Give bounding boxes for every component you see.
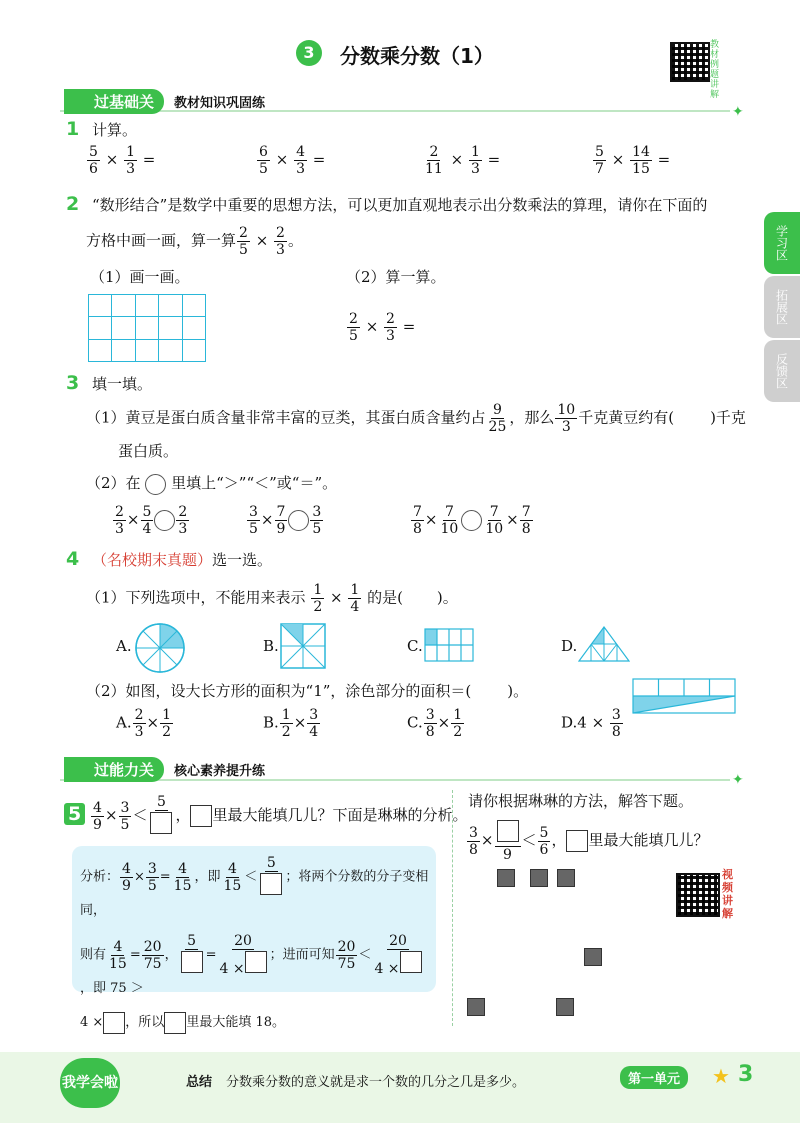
grid-cell[interactable] <box>88 339 112 362</box>
section-subtitle: 教材知识巩固练 <box>174 95 266 111</box>
fraction: $\frac{2}{5}$ <box>239 225 248 258</box>
q4-option-2c[interactable]: C. $\frac{3}{8}$ × $\frac{1}{2}$ <box>407 707 463 740</box>
star-icon: ✦ <box>732 104 744 120</box>
compare-circle[interactable] <box>154 510 175 531</box>
grid-cell[interactable] <box>88 316 112 339</box>
grid-cell[interactable] <box>111 294 135 317</box>
q1-prompt: 计算。 <box>92 121 138 139</box>
q1-calculations <box>86 145 726 185</box>
compare-circle[interactable] <box>288 510 309 531</box>
q2-line2: 方格中画一画，算一算 $\frac{2}{5}$ × $\frac{2}{3}$ 。 <box>86 225 303 258</box>
grid-cell[interactable] <box>158 316 182 339</box>
q4-prompt: 选一选。 <box>212 551 273 569</box>
star-icon: ✦ <box>732 772 744 788</box>
tab-study[interactable]: 学习区 <box>764 212 800 274</box>
option-d-label[interactable]: D. <box>561 637 578 655</box>
fraction: $\frac{10}{3}$ <box>557 402 576 435</box>
q3-sub2: （2）在 里填上“＞”“＜”或“＝”。 <box>86 472 337 495</box>
video-qr-code-icon[interactable] <box>676 873 720 917</box>
q2-sub2: （2）算一算。 <box>346 268 446 286</box>
fraction: $\frac{2}{5}$ <box>349 311 358 344</box>
placeholder-square <box>530 869 548 887</box>
q1-expression: $\frac{5}{7}$ × $\frac{14}{15}$ = <box>595 144 671 177</box>
q4-option-2b[interactable]: B. $\frac{1}{2}$ × $\frac{3}{4}$ <box>263 707 319 740</box>
page-number: 3 <box>738 1062 754 1087</box>
video-caption: 视频讲解 <box>722 868 733 920</box>
fraction: $\frac{2}{3}$ <box>386 311 395 344</box>
option-c-label[interactable]: C. <box>407 637 423 655</box>
answer-box[interactable] <box>245 951 267 973</box>
q3-sub1: （1）黄豆是蛋白质含量非常丰富的豆类，其蛋白质含量约占 $\frac{9}{25}$ ，那么 $\frac{10}{3}$ 千克黄豆约有( )千克 <box>86 402 746 435</box>
footer-label: 总结 <box>186 1075 213 1090</box>
q4-option-2a[interactable]: A. $\frac{2}{3}$ × $\frac{1}{2}$ <box>116 707 172 740</box>
page-title: 分数乘分数（1） <box>340 44 494 68</box>
answer-box[interactable] <box>566 830 588 852</box>
option-b-label[interactable]: B. <box>263 637 279 655</box>
section-badge: 过能力关 <box>64 757 164 782</box>
placeholder-square <box>497 869 515 887</box>
footer-summary: 分数乘分数的意义就是求一个数的几分之几是多少。 <box>226 1075 526 1090</box>
question-2: 2 “数形结合”是数学中重要的思想方法，可以更加直观地表示出分数乘法的算理，请你在下面的 <box>66 193 708 215</box>
option-d-triangle-figure[interactable] <box>578 626 630 662</box>
answer-box[interactable] <box>260 873 282 895</box>
answer-box[interactable] <box>164 1012 186 1034</box>
answer-box[interactable] <box>497 820 519 842</box>
grid-cell[interactable] <box>135 316 159 339</box>
question-5: 5 $\frac{4}{9}$ × $\frac{3}{5}$ ＜ 5 ， 里最大能填几儿？下面是琳琳的分析。 <box>64 795 467 837</box>
fraction: $\frac{2}{3}$ <box>276 225 285 258</box>
q2-sub1: （1）画一画。 <box>90 268 190 286</box>
star-icon: ★ <box>712 1064 730 1088</box>
section-subtitle: 核心素养提升练 <box>174 763 266 779</box>
section-badge: 过基础关 <box>64 89 164 114</box>
answer-box[interactable] <box>190 805 212 827</box>
answer-box[interactable] <box>150 812 172 834</box>
grid-cell[interactable] <box>111 339 135 362</box>
option-a-label[interactable]: A. <box>116 637 132 655</box>
grid-cell[interactable] <box>135 294 159 317</box>
answer-box[interactable] <box>181 951 203 973</box>
q4-sub2: （2）如图，设大长方形的面积为“1”，涂色部分的面积＝( )。 <box>86 682 529 700</box>
grid-cell[interactable] <box>111 316 135 339</box>
drawing-grid[interactable] <box>88 294 205 361</box>
q4-rectangle-figure <box>632 678 736 714</box>
grid-cell[interactable] <box>88 294 112 317</box>
q4-option-2d[interactable]: D.4 × $\frac{3}{8}$ <box>561 707 621 740</box>
option-b-square-figure[interactable] <box>280 623 326 669</box>
option-a-circle-figure[interactable] <box>134 622 186 674</box>
answer-box[interactable] <box>103 1012 125 1034</box>
q3-prompt: 填一填。 <box>92 375 153 393</box>
qr-code-icon[interactable] <box>670 42 710 82</box>
q1-expression: $\frac{5}{6}$ × $\frac{1}{3}$ = <box>89 144 156 177</box>
tab-feedback[interactable]: 反馈区 <box>764 340 800 402</box>
q5-right-expression: $\frac{3}{8}$ × 9 ＜ $\frac{5}{6}$ ， 里最大能填几儿？ <box>466 820 708 862</box>
lesson-number-badge: 3 <box>296 40 322 66</box>
q5-right-prompt: 请你根据琳琳的方法，解答下题。 <box>468 792 694 810</box>
compare-2: $\frac{3}{5}$ × $\frac{7}{9}$ $\frac{3}{5}$ <box>249 504 322 537</box>
placeholder-square <box>584 948 602 966</box>
q3-sub1-cont: 蛋白质。 <box>118 442 179 460</box>
exam-tag: （名校期末真题） <box>92 551 213 569</box>
qr-caption: 教材例题讲解 <box>710 40 720 100</box>
question-4: 4 （名校期末真题）选一选。 <box>66 548 273 570</box>
grid-cell[interactable] <box>158 294 182 317</box>
column-divider <box>452 790 453 1026</box>
tab-extend[interactable]: 拓展区 <box>764 276 800 338</box>
option-c-grid-figure[interactable] <box>424 628 474 662</box>
unit-label: 第一单元 <box>620 1066 688 1089</box>
analysis-text: 分析： $\frac{4}{9}$ × $\frac{3}{5}$ = $\frac{4}{15}$ ，即 $\frac{4}{15}$ ＜ 5 ；将两个分数的分子变相同， 则有 $\frac{4}{15}$ = $\frac{20}{75}$ ， 5 = $\frac{20}{4 \times}$ ；进而可知 $\frac{20}{75}$ ＜ $\frac{20}{4 \times}$ ，即 75 ＞ 4 × ，所以 里最大能填 18。 <box>80 856 430 1036</box>
fraction: $\frac{9}{25}$ <box>488 402 507 435</box>
q4-sub1: （1）下列选项中，不能用来表示 $\frac{1}{2}$ × $\frac{1}{4}$ 的是( )。 <box>86 582 458 615</box>
compare-circle[interactable] <box>145 474 166 495</box>
q1-expression: $\frac{2}{11}$ × $\frac{1}{3}$ = <box>425 144 501 177</box>
grid-cell[interactable] <box>158 339 182 362</box>
section-banner-basic <box>64 88 265 114</box>
footer-badge: 我学会啦 <box>60 1058 120 1108</box>
q2-compute: $\frac{2}{5}$ × $\frac{2}{3}$ = <box>349 311 416 344</box>
q2-text-line1: “数形结合”是数学中重要的思想方法，可以更加直观地表示出分数乘法的算理，请你在下面的 <box>92 196 708 214</box>
compare-3: $\frac{7}{8}$ × $\frac{7}{10}$ $\frac{7}{10}$ × $\frac{7}{8}$ <box>413 504 531 537</box>
q1-expression: $\frac{6}{5}$ × $\frac{4}{3}$ = <box>259 144 326 177</box>
grid-cell[interactable] <box>182 294 206 317</box>
placeholder-square <box>556 998 574 1016</box>
question-3: 3 填一填。 <box>66 372 153 394</box>
compare-1: $\frac{2}{3}$ × $\frac{5}{4}$ $\frac{2}{3}$ <box>115 504 188 537</box>
placeholder-square <box>557 869 575 887</box>
compare-circle[interactable] <box>461 510 482 531</box>
placeholder-square <box>467 998 485 1016</box>
grid-cell[interactable] <box>182 339 206 362</box>
answer-box[interactable] <box>400 951 422 973</box>
section-banner-ability <box>64 756 265 782</box>
q2-text-line2: 方格中画一画，算一算 <box>86 231 237 250</box>
grid-cell[interactable] <box>135 339 159 362</box>
grid-cell[interactable] <box>182 316 206 339</box>
question-1: 1 计算。 <box>66 118 138 140</box>
